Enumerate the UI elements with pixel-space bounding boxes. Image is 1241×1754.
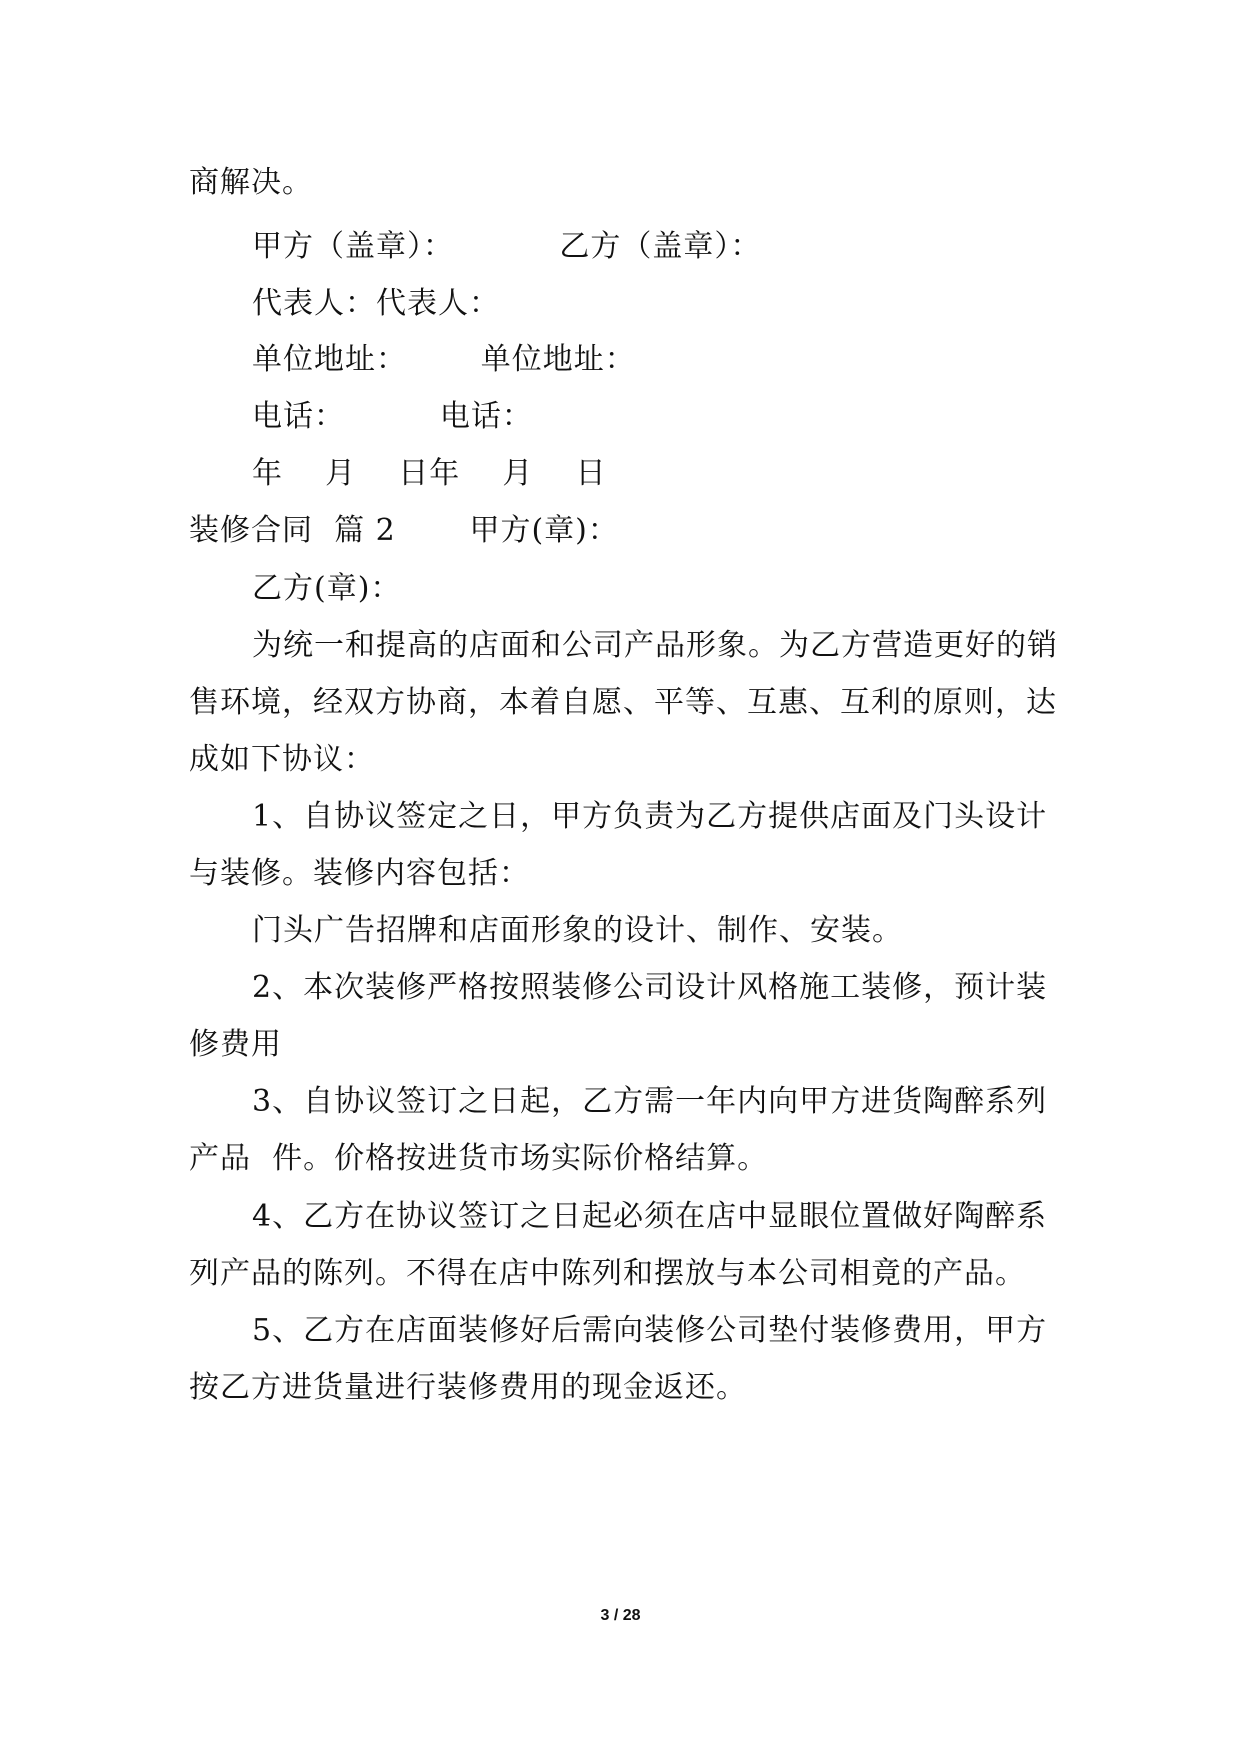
page-number: 3 / 28 <box>600 1607 641 1624</box>
representative-line: 代表人：代表人： <box>252 286 500 321</box>
clause-line: 修费用 <box>189 1027 282 1062</box>
clause-line: 产品 件。价格按进货市场实际价格结算。 <box>189 1141 769 1176</box>
date-line: 年 月 日年 月 日 <box>252 456 607 491</box>
address-line: 单位地址： 单位地址： <box>252 342 636 377</box>
section-heading: 装修合同 篇 2 甲方(章)： <box>189 513 619 548</box>
clause-line: 3、自协议签订之日起，乙方需一年内向甲方进货陶醉系列 <box>252 1084 1048 1119</box>
clause-line: 列产品的陈列。不得在店中陈列和摆放与本公司相竟的产品。 <box>189 1256 1026 1291</box>
clause-line: 2、本次装修严格按照装修公司设计风格施工装修，预计装 <box>252 970 1048 1005</box>
text-line: 商解决。 <box>189 165 313 200</box>
text-line: 乙方(章)： <box>252 571 402 606</box>
clause-line: 与装修。装修内容包括： <box>189 856 530 891</box>
phone-line: 电话： 电话： <box>252 399 533 434</box>
signature-stamp-line: 甲方（盖章）： 乙方（盖章）： <box>252 229 762 264</box>
clause-line: 按乙方进货量进行装修费用的现金返还。 <box>189 1370 747 1405</box>
paragraph-line: 成如下协议： <box>189 742 375 777</box>
paragraph-line: 售环境，经双方协商，本着自愿、平等、互惠、互利的原则，达 <box>189 685 1057 720</box>
clause-line: 1、自协议签定之日，甲方负责为乙方提供店面及门头设计 <box>252 799 1048 834</box>
clause-line: 门头广告招牌和店面形象的设计、制作、安装。 <box>252 913 903 948</box>
clause-line: 5、乙方在店面装修好后需向装修公司垫付装修费用，甲方 <box>252 1313 1048 1348</box>
paragraph-line: 为统一和提高的店面和公司产品形象。为乙方营造更好的销 <box>252 628 1058 663</box>
clause-line: 4、乙方在协议签订之日起必须在店中显眼位置做好陶醉系 <box>252 1199 1048 1234</box>
